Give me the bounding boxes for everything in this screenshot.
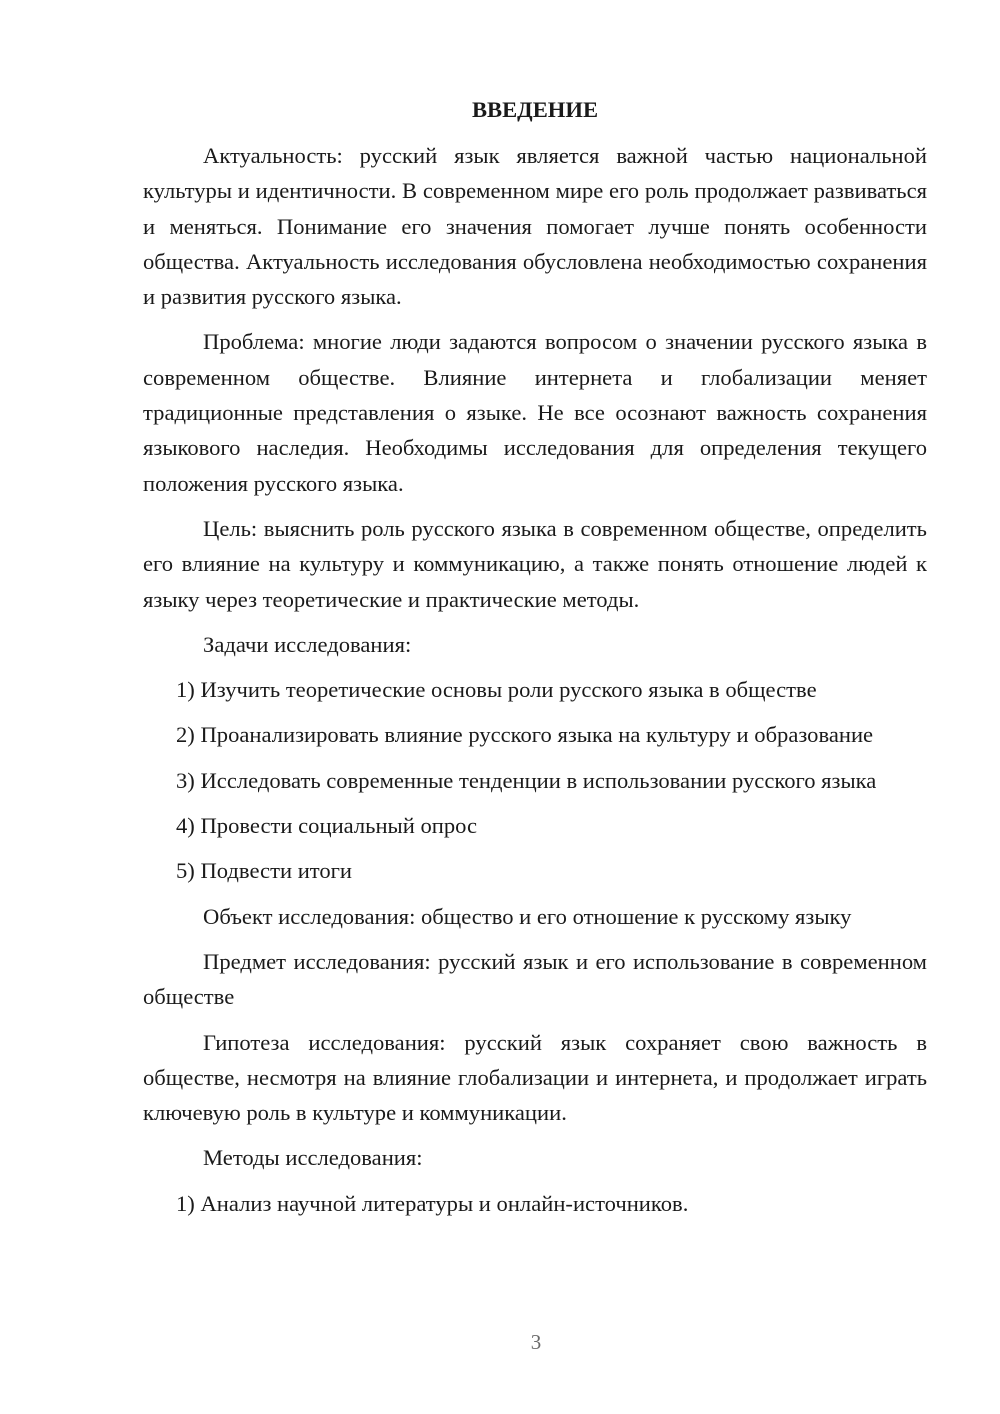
task-item-5: 5) Подвести итоги xyxy=(176,858,353,884)
task-item-2: 2) Проанализировать влияние русского языка на культуру и образование xyxy=(176,722,874,748)
goal-paragraph: Цель: выяснить роль русского языка в современном обществе, определить его влияние на культуру и коммуникацию, а также понять отношение людей к языку через теоретические и практические методы. xyxy=(143,515,927,612)
document-page xyxy=(143,92,927,1231)
method-item-1: 1) Анализ научной литературы и онлайн-источников. xyxy=(176,1190,689,1216)
problem-paragraph: Проблема: многие люди задаются вопросом о значении русского языка в современном обществе. Влияние интернета и глобализации меняет традиционные представления о языке. Не все осознают важность сохранения языкового наследия. Необходимы исследования для определения текущего положения русского языка. xyxy=(143,329,927,496)
tasks-heading: Задачи исследования: xyxy=(203,631,412,657)
section-title: ВВЕДЕНИЕ xyxy=(471,97,599,122)
object-paragraph: Объект исследования: общество и его отношение к русскому языку xyxy=(203,903,852,929)
task-item-3: 3) Исследовать современные тенденции в использовании русского языка xyxy=(176,767,877,793)
subject-paragraph: Предмет исследования: русский язык и его использование в современном обществе xyxy=(143,948,927,1010)
hypothesis-paragraph: Гипотеза исследования: русский язык сохраняет свою важность в обществе, несмотря на влияние глобализации и интернета, и продолжает играть ключевую роль в культуре и коммуникации. xyxy=(143,1029,927,1126)
page-number: 3 xyxy=(530,1330,542,1354)
relevance-paragraph: Актуальность: русский язык является важной частью национальной культуры и идентичности. В современном мире его роль продолжает развиваться и меняться. Понимание его значения помогает лучше понять особенности общества. Актуальность исследования обусловлена необходимостью сохранения и развития русского языка. xyxy=(143,143,927,310)
methods-heading: Методы исследования: xyxy=(203,1145,423,1171)
task-item-1: 1) Изучить теоретические основы роли русского языка в обществе xyxy=(176,677,817,703)
task-item-4: 4) Провести социальный опрос xyxy=(176,813,478,839)
